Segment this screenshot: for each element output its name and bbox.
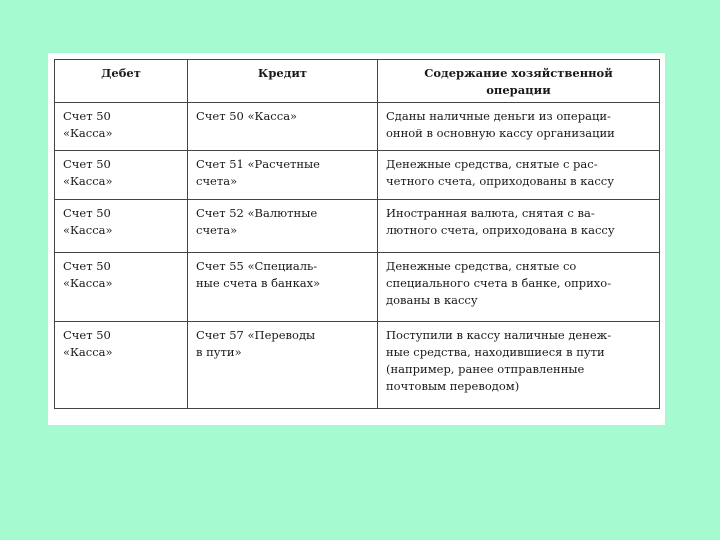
description-cell: Поступили в кассу наличные денеж- ные средства, находившиеся в пути (например, ранее отправленные почтовым переводом) — [378, 322, 660, 409]
debit-cell: Счет 50 «Касса» — [55, 253, 188, 322]
description-cell: Иностранная валюта, снятая с ва- лютного счета, оприходована в кассу — [378, 200, 660, 253]
debit-cell: Счет 50 «Касса» — [55, 103, 188, 151]
table-row — [55, 253, 660, 322]
table-row — [55, 103, 660, 151]
credit-cell: Счет 52 «Валютные счета» — [188, 200, 378, 253]
accounting-table — [54, 59, 660, 409]
credit-cell: Счет 50 «Касса» — [188, 103, 378, 151]
header-description: Содержание хозяйственной операции — [378, 60, 660, 103]
credit-cell: Счет 57 «Переводы в пути» — [188, 322, 378, 409]
debit-cell: Счет 50 «Касса» — [55, 200, 188, 253]
table-row — [55, 200, 660, 253]
description-cell: Денежные средства, снятые со специального счета в банке, оприхо- дованы в кассу — [378, 253, 660, 322]
table-row — [55, 151, 660, 200]
header-debit: Дебет — [55, 60, 188, 103]
table-header-row — [55, 60, 660, 103]
description-cell: Сданы наличные деньги из операци- онной в основную кассу организации — [378, 103, 660, 151]
debit-cell: Счет 50 «Касса» — [55, 322, 188, 409]
document-sheet — [48, 53, 665, 425]
credit-cell: Счет 55 «Специаль- ные счета в банках» — [188, 253, 378, 322]
table-row — [55, 322, 660, 409]
description-cell: Денежные средства, снятые с рас- четного счета, оприходованы в кассу — [378, 151, 660, 200]
credit-cell: Счет 51 «Расчетные счета» — [188, 151, 378, 200]
debit-cell: Счет 50 «Касса» — [55, 151, 188, 200]
header-credit: Кредит — [188, 60, 378, 103]
